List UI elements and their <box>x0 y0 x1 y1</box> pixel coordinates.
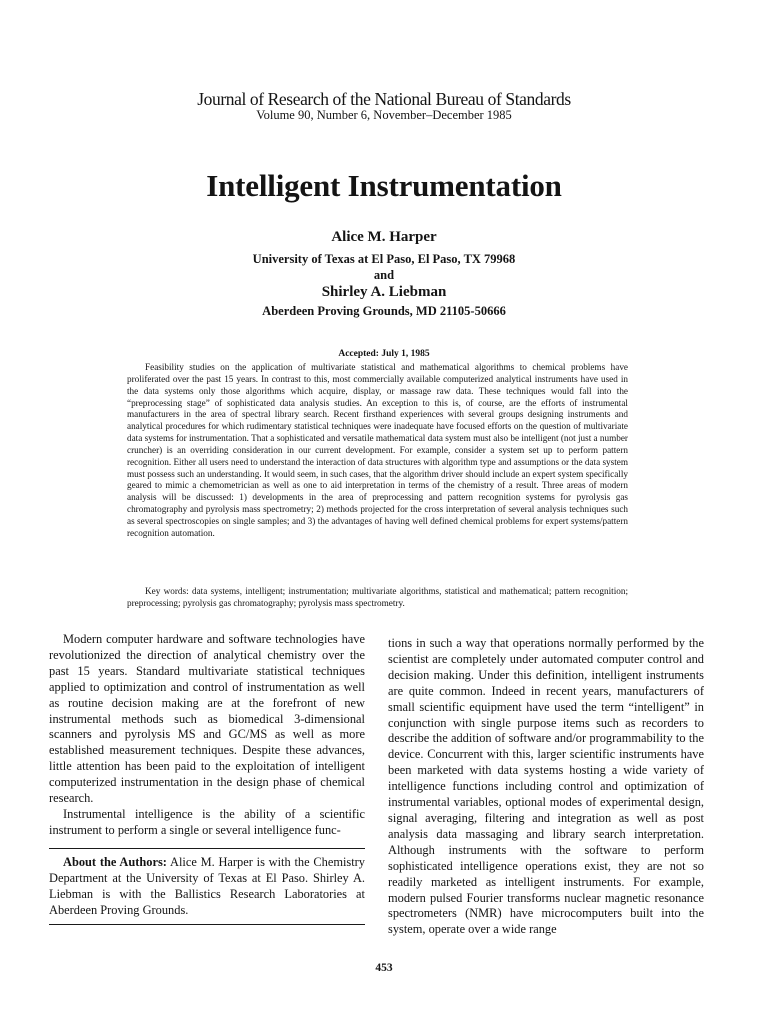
left-column <box>49 632 365 839</box>
body-paragraph: tions in such a way that operations normally performed by the scientist are completely under automated computer control and decision making. Under this definition, intelligent instruments are quite common. Indeed in recent years, manufacturers of small scientific equipment have used the term “intelligent” in conjunction with single purpose items such as recorders to describe the addition of software and/or programmability to the device. Concurrent with this, larger scientific instruments have been marketed with data systems hosting a wide variety of intelligence functions including control and optimization of instrumental variables, optional modes of experimental design, signal averaging, filtering and integration as well as post analysis data massaging and library search interpretation. Although instruments with the software to perform sophisticated intelligence operations exist, they are not so readily marketed as intelligent instruments. For example, modern pulsed Fourier transforms nuclear magnetic resonance spectrometers (NMR) have microcomputers built into the system, operate over a wide range <box>388 636 704 937</box>
author-1: Alice M. Harper <box>331 229 437 245</box>
article-title: Intelligent Instrumentation <box>206 168 562 203</box>
accepted-date: Accepted: July 1, 1985 <box>338 349 430 359</box>
affiliation-1: University of Texas at El Paso, El Paso, TX 79968 <box>252 252 516 266</box>
body-paragraph: Instrumental intelligence is the ability of a scientific instrument to perform a single or several intelligence func- <box>49 806 365 837</box>
affiliation-2: Aberdeen Proving Grounds, MD 21105-50666 <box>262 304 506 318</box>
keywords: Key words: data systems, intelligent; instrumentation; multivariate algorithms, statistical and mathematical; pattern recognition; preprocessing; pyrolysis gas chromatography; pyrolysis mass spectrometry. <box>127 586 628 609</box>
about-text: Alice M. Harper is with the Chemistry Department at the University of Texas at El Paso. Shirley A. Liebman is with the Ballistics Research Laboratories at Aberdeen Proving Grounds. <box>49 855 365 917</box>
author-2: Shirley A. Liebman <box>321 284 447 300</box>
about-the-authors <box>49 855 365 919</box>
right-column <box>388 636 704 938</box>
journal-volume: Volume 90, Number 6, November–December 1985 <box>256 108 512 122</box>
body-paragraph: Modern computer hardware and software technologies have revolutionized the direction of analytical chemistry over the past 15 years. Standard multivariate statistical techniques applied to optimization and control of instrumentation as well as routine decision making are at the forefront of new instrumental methods such as biomedical 3-dimensional scanners and pyrolysis MS and GC/MS as well as more established measurement techniques. Despite these advances, little attention has been paid to the exploitation of intelligent computerized instrumentation in the design phase of chemical research. <box>49 632 365 806</box>
about-bottom-rule <box>49 924 365 925</box>
about-top-rule <box>49 848 365 849</box>
author-conjunction: and <box>373 268 395 282</box>
about-label: About the Authors: <box>63 855 167 869</box>
abstract: Feasibility studies on the application of multivariate statistical and mathematical algorithms to chemical problems have proliferated over the past 15 years. In contrast to this, most commercially available computerized analytical instruments have used in the data systems only those algorithms which acquire, display, or massage raw data. These techniques would fall into the “preprocessing stage” of sophisticated data analysis studies. An exception to this is, of course, are the efforts of instrumental manufacturers in the area of spectral library search. Recent firsthand experiences with several groups designing instruments and analytical procedures for which rudimentary statistical techniques were inadequate have focused efforts on the question of multivariate data systems for instrumentation. That a sophisticated and versatile mathematical data system must also be intelligent (not just a number cruncher) is an overriding consideration in our current development. For example, consider a system set up to perform pattern recognition. Either all users need to understand the interaction of data structures with algorithm type and assumptions or the data system must possess such an understanding. It would seem, in such cases, that the algorithm driver should include an expert system specifically geared to mimic a chemometrician as well as one to aid interpretation in terms of the chemistry of a result. Three areas of modern analysis will be discussed: 1) developments in the area of preprocessing and pattern recognition systems for pyrolysis gas chromatography and pyrolysis mass spectrometry; 2) methods projected for the cross interpretation of several analysis techniques such as several spectroscopies on single samples; and 3) the advantages of having well defined chemical problems for expert systems/pattern recognition automation. <box>127 362 628 538</box>
page-number: 453 <box>375 962 393 974</box>
journal-title: Journal of Research of the National Bureau of Standards <box>197 89 571 109</box>
